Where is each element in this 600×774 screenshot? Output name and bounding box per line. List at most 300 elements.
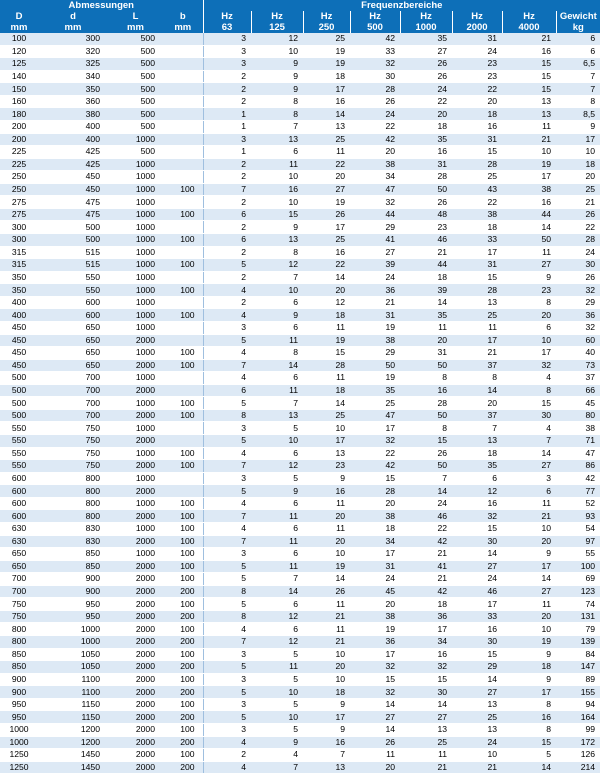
table-cell: 38	[452, 208, 502, 221]
table-cell: 20	[452, 397, 502, 410]
table-cell: 14	[502, 221, 556, 234]
table-cell: 38	[350, 334, 400, 347]
table-cell: 550	[0, 435, 38, 448]
table-cell: 6	[251, 522, 303, 535]
table-cell: 100	[163, 259, 203, 272]
table-cell: 125	[0, 58, 38, 71]
table-cell: 25	[350, 397, 400, 410]
table-cell: 50	[400, 359, 452, 372]
table-cell: 600	[0, 510, 38, 523]
table-cell: 32	[452, 510, 502, 523]
table-cell: 10	[502, 623, 556, 636]
table-cell: 2000	[108, 749, 163, 762]
table-cell: 600	[0, 497, 38, 510]
table-cell: 200	[163, 711, 203, 724]
table-cell: 275	[0, 208, 38, 221]
table-cell	[163, 435, 203, 448]
table-cell: 225	[0, 146, 38, 159]
table-cell: 1450	[38, 749, 108, 762]
table-cell: 52	[556, 497, 600, 510]
table-cell: 700	[0, 573, 38, 586]
table-cell: 126	[556, 749, 600, 762]
table-cell: 850	[0, 661, 38, 674]
table-cell: 26	[303, 208, 350, 221]
table-cell: 6	[502, 321, 556, 334]
table-cell: 1000	[0, 723, 38, 736]
table-cell: 6,5	[556, 58, 600, 71]
table-cell: 15	[502, 70, 556, 83]
table-cell: 10	[502, 522, 556, 535]
table-row	[0, 723, 600, 736]
table-cell: 800	[0, 636, 38, 649]
table-cell: 320	[38, 45, 108, 58]
table-cell: 23	[452, 58, 502, 71]
table-cell: 80	[556, 409, 600, 422]
table-cell: 42	[350, 460, 400, 473]
table-cell: 36	[350, 636, 400, 649]
table-cell: 5	[251, 698, 303, 711]
table-cell: 50	[350, 359, 400, 372]
table-cell: 33	[452, 234, 502, 247]
table-cell: 600	[0, 472, 38, 485]
column-unit-500: 500	[350, 22, 400, 33]
table-cell: 22	[303, 158, 350, 171]
table-cell: 66	[556, 384, 600, 397]
table-cell: 31	[400, 347, 452, 360]
table-cell: 172	[556, 736, 600, 749]
table-cell: 11	[452, 321, 502, 334]
table-cell: 15	[452, 271, 502, 284]
table-cell: 2	[203, 158, 251, 171]
table-cell: 44	[400, 259, 452, 272]
table-cell: 550	[0, 447, 38, 460]
table-cell: 32	[556, 284, 600, 297]
table-cell: 16	[303, 485, 350, 498]
table-row	[0, 259, 600, 272]
table-cell: 11	[400, 321, 452, 334]
table-cell: 1000	[0, 736, 38, 749]
table-cell: 1	[203, 146, 251, 159]
table-cell: 7	[251, 397, 303, 410]
table-cell: 10	[303, 673, 350, 686]
table-cell: 11	[251, 158, 303, 171]
table-cell: 9	[251, 70, 303, 83]
table-cell: 23	[400, 221, 452, 234]
table-cell: 8	[251, 347, 303, 360]
table-cell: 25	[303, 33, 350, 45]
table-cell: 47	[350, 183, 400, 196]
table-cell: 2000	[108, 560, 163, 573]
table-cell: 5	[203, 686, 251, 699]
table-cell: 16	[303, 736, 350, 749]
column-header-hz-1000: Hz	[400, 11, 452, 22]
table-cell: 10	[303, 548, 350, 561]
table-row	[0, 271, 600, 284]
table-cell: 24	[350, 573, 400, 586]
table-cell: 32	[556, 321, 600, 334]
table-cell: 33	[350, 45, 400, 58]
table-cell: 650	[38, 347, 108, 360]
table-cell: 18	[303, 70, 350, 83]
table-cell: 275	[0, 196, 38, 209]
table-cell	[163, 271, 203, 284]
table-cell: 11	[251, 535, 303, 548]
table-cell: 4	[203, 736, 251, 749]
table-cell: 30	[556, 259, 600, 272]
table-cell: 3	[203, 45, 251, 58]
table-cell: 9	[303, 723, 350, 736]
table-cell: 850	[0, 648, 38, 661]
table-cell: 6	[203, 208, 251, 221]
table-cell	[163, 472, 203, 485]
table-cell	[163, 45, 203, 58]
table-cell: 10	[251, 711, 303, 724]
table-cell: 340	[38, 70, 108, 83]
table-cell: 1250	[0, 761, 38, 774]
table-cell: 20	[350, 761, 400, 774]
table-cell: 5	[502, 749, 556, 762]
table-cell: 1150	[38, 711, 108, 724]
table-cell: 10	[251, 686, 303, 699]
table-cell: 200	[163, 686, 203, 699]
table-cell: 36	[400, 610, 452, 623]
table-cell: 600	[38, 296, 108, 309]
table-cell: 16	[452, 120, 502, 133]
table-cell: 25	[556, 183, 600, 196]
table-cell: 9	[251, 221, 303, 234]
table-cell: 38	[350, 158, 400, 171]
table-cell: 24	[452, 573, 502, 586]
table-cell: 13	[303, 120, 350, 133]
table-cell: 7	[203, 535, 251, 548]
table-cell: 14	[303, 397, 350, 410]
table-cell: 11	[303, 598, 350, 611]
column-unit-250: 250	[303, 22, 350, 33]
table-cell: 2000	[108, 736, 163, 749]
table-cell: 450	[0, 321, 38, 334]
table-cell: 10	[251, 284, 303, 297]
column-unit-125: 125	[251, 22, 303, 33]
table-cell: 120	[0, 45, 38, 58]
table-row	[0, 573, 600, 586]
table-cell: 800	[38, 510, 108, 523]
table-cell: 2000	[108, 460, 163, 473]
table-cell: 750	[38, 435, 108, 448]
table-cell: 77	[556, 485, 600, 498]
table-cell: 100	[163, 522, 203, 535]
table-cell: 700	[38, 384, 108, 397]
table-cell: 13	[400, 723, 452, 736]
table-cell: 29	[350, 221, 400, 234]
table-cell: 1000	[108, 171, 163, 184]
table-cell: 750	[0, 610, 38, 623]
table-cell: 22	[452, 83, 502, 96]
table-cell: 315	[0, 259, 38, 272]
table-cell: 16	[303, 246, 350, 259]
table-cell: 100	[163, 548, 203, 561]
table-cell: 2000	[108, 711, 163, 724]
table-cell: 100	[163, 208, 203, 221]
table-cell: 23	[303, 460, 350, 473]
table-cell: 11	[303, 146, 350, 159]
table-cell: 500	[0, 384, 38, 397]
table-cell: 300	[0, 234, 38, 247]
table-cell: 7	[203, 636, 251, 649]
table-cell: 19	[350, 623, 400, 636]
table-cell: 21	[556, 196, 600, 209]
table-cell: 26	[556, 271, 600, 284]
table-cell: 2000	[108, 485, 163, 498]
table-cell: 35	[452, 460, 502, 473]
table-cell: 18	[400, 120, 452, 133]
table-cell: 100	[163, 573, 203, 586]
table-cell: 13	[251, 133, 303, 146]
table-cell: 10	[502, 334, 556, 347]
table-cell: 7	[251, 573, 303, 586]
table-cell: 315	[0, 246, 38, 259]
table-cell: 17	[502, 686, 556, 699]
table-cell: 5	[203, 598, 251, 611]
table-cell: 4	[203, 347, 251, 360]
table-cell: 20	[350, 598, 400, 611]
table-cell: 7	[556, 70, 600, 83]
table-cell: 17	[502, 560, 556, 573]
table-cell: 26	[303, 585, 350, 598]
table-cell: 42	[350, 133, 400, 146]
table-cell: 5	[251, 673, 303, 686]
table-cell: 4	[251, 749, 303, 762]
table-cell: 17	[350, 548, 400, 561]
table-cell: 140	[0, 70, 38, 83]
table-cell: 12	[251, 460, 303, 473]
table-cell: 9	[502, 673, 556, 686]
table-cell: 1000	[108, 196, 163, 209]
table-cell: 1000	[108, 133, 163, 146]
table-cell: 600	[0, 485, 38, 498]
table-cell: 20	[400, 108, 452, 121]
table-row	[0, 497, 600, 510]
table-cell	[163, 158, 203, 171]
table-cell	[163, 146, 203, 159]
table-cell: 18	[400, 271, 452, 284]
table-cell: 2000	[108, 435, 163, 448]
table-cell: 17	[556, 133, 600, 146]
table-cell: 17	[400, 623, 452, 636]
column-unit-1000: 1000	[400, 22, 452, 33]
table-cell: 650	[0, 548, 38, 561]
table-cell: 2000	[108, 761, 163, 774]
table-cell: 10	[502, 146, 556, 159]
table-cell	[163, 372, 203, 385]
table-cell: 29	[452, 661, 502, 674]
table-cell: 2000	[108, 359, 163, 372]
table-cell: 1450	[38, 761, 108, 774]
table-cell: 800	[38, 485, 108, 498]
table-cell: 100	[163, 497, 203, 510]
column-unit-D: mm	[0, 22, 38, 33]
table-cell: 31	[452, 259, 502, 272]
table-cell: 42	[556, 472, 600, 485]
table-cell	[163, 334, 203, 347]
table-cell: 4	[203, 284, 251, 297]
table-cell: 28	[350, 485, 400, 498]
table-cell: 6	[251, 447, 303, 460]
table-row	[0, 347, 600, 360]
table-cell: 41	[350, 234, 400, 247]
table-cell: 100	[163, 284, 203, 297]
table-row	[0, 208, 600, 221]
table-cell: 2000	[108, 573, 163, 586]
table-cell: 8	[203, 409, 251, 422]
table-cell: 1100	[38, 686, 108, 699]
table-cell: 1000	[108, 309, 163, 322]
table-cell: 350	[38, 83, 108, 96]
table-cell: 1000	[108, 158, 163, 171]
table-row	[0, 83, 600, 96]
group-header-frequenzbereiche: Frequenzbereiche	[203, 0, 600, 11]
table-cell: 155	[556, 686, 600, 699]
table-cell: 7	[203, 510, 251, 523]
table-cell: 325	[38, 58, 108, 71]
table-cell: 15	[452, 522, 502, 535]
table-cell: 5	[203, 334, 251, 347]
table-cell: 3	[203, 472, 251, 485]
table-cell: 24	[350, 271, 400, 284]
table-cell: 18	[502, 661, 556, 674]
table-cell: 17	[303, 221, 350, 234]
table-row	[0, 648, 600, 661]
table-cell: 10	[251, 196, 303, 209]
table-cell: 38	[502, 183, 556, 196]
table-cell: 13	[452, 698, 502, 711]
group-header-abmessungen: Abmessungen	[0, 0, 203, 11]
table-row	[0, 321, 600, 334]
table-cell: 60	[556, 334, 600, 347]
table-cell: 5	[203, 711, 251, 724]
table-cell: 28	[452, 284, 502, 297]
table-cell: 15	[502, 736, 556, 749]
table-cell: 300	[38, 33, 108, 45]
table-cell: 6	[251, 598, 303, 611]
table-cell: 27	[452, 560, 502, 573]
table-cell: 4	[203, 372, 251, 385]
table-cell	[163, 196, 203, 209]
table-cell: 28	[556, 234, 600, 247]
table-cell: 11	[251, 510, 303, 523]
table-cell: 1000	[108, 183, 163, 196]
table-cell: 400	[38, 120, 108, 133]
table-cell: 2	[203, 246, 251, 259]
table-cell: 22	[400, 522, 452, 535]
table-cell	[163, 422, 203, 435]
table-cell: 1000	[108, 296, 163, 309]
table-cell: 1000	[108, 422, 163, 435]
table-cell: 11	[303, 372, 350, 385]
table-cell: 16	[400, 648, 452, 661]
table-cell: 7	[303, 749, 350, 762]
table-cell: 2	[203, 70, 251, 83]
table-cell: 44	[350, 208, 400, 221]
table-cell: 4	[203, 447, 251, 460]
table-cell: 100	[163, 673, 203, 686]
table-cell: 1050	[38, 661, 108, 674]
table-cell: 3	[203, 133, 251, 146]
table-cell: 89	[556, 673, 600, 686]
table-cell: 164	[556, 711, 600, 724]
column-header-hz-63: Hz	[203, 11, 251, 22]
table-cell: 9	[251, 83, 303, 96]
table-row	[0, 560, 600, 573]
table-cell: 4	[502, 422, 556, 435]
table-cell: 100	[163, 359, 203, 372]
table-cell: 31	[452, 33, 502, 45]
table-cell: 26	[350, 95, 400, 108]
table-cell: 19	[350, 372, 400, 385]
table-cell: 500	[0, 372, 38, 385]
table-cell: 15	[400, 435, 452, 448]
table-row	[0, 45, 600, 58]
table-cell: 214	[556, 761, 600, 774]
column-header-hz-4000: Hz	[502, 11, 556, 22]
table-row	[0, 70, 600, 83]
table-cell: 1250	[0, 749, 38, 762]
table-cell: 180	[0, 108, 38, 121]
table-cell: 515	[38, 259, 108, 272]
table-cell: 9	[502, 271, 556, 284]
table-cell: 18	[303, 384, 350, 397]
table-cell: 8	[502, 296, 556, 309]
table-cell	[163, 83, 203, 96]
table-row	[0, 761, 600, 774]
table-cell: 27	[502, 460, 556, 473]
table-cell: 12	[251, 636, 303, 649]
table-cell: 23	[452, 70, 502, 83]
table-cell: 750	[38, 460, 108, 473]
table-cell: 32	[350, 196, 400, 209]
table-cell: 18	[452, 447, 502, 460]
table-cell: 9	[303, 472, 350, 485]
table-row	[0, 246, 600, 259]
table-cell: 17	[452, 334, 502, 347]
table-cell: 17	[502, 347, 556, 360]
table-cell: 200	[163, 636, 203, 649]
table-cell: 73	[556, 359, 600, 372]
table-cell: 26	[400, 447, 452, 460]
table-cell: 10	[303, 422, 350, 435]
table-row	[0, 535, 600, 548]
table-cell: 1050	[38, 648, 108, 661]
table-cell: 14	[400, 698, 452, 711]
table-cell: 700	[0, 585, 38, 598]
table-cell: 1000	[108, 246, 163, 259]
table-cell: 24	[452, 736, 502, 749]
table-row	[0, 447, 600, 460]
table-cell: 500	[38, 221, 108, 234]
table-cell: 34	[350, 535, 400, 548]
table-cell: 380	[38, 108, 108, 121]
table-row	[0, 372, 600, 385]
table-cell: 400	[38, 133, 108, 146]
table-cell: 2000	[108, 673, 163, 686]
table-cell: 93	[556, 510, 600, 523]
table-cell: 131	[556, 610, 600, 623]
table-cell: 9	[303, 698, 350, 711]
table-cell: 750	[38, 422, 108, 435]
table-cell	[163, 95, 203, 108]
table-cell: 1000	[108, 522, 163, 535]
table-cell: 16	[452, 623, 502, 636]
table-row	[0, 698, 600, 711]
